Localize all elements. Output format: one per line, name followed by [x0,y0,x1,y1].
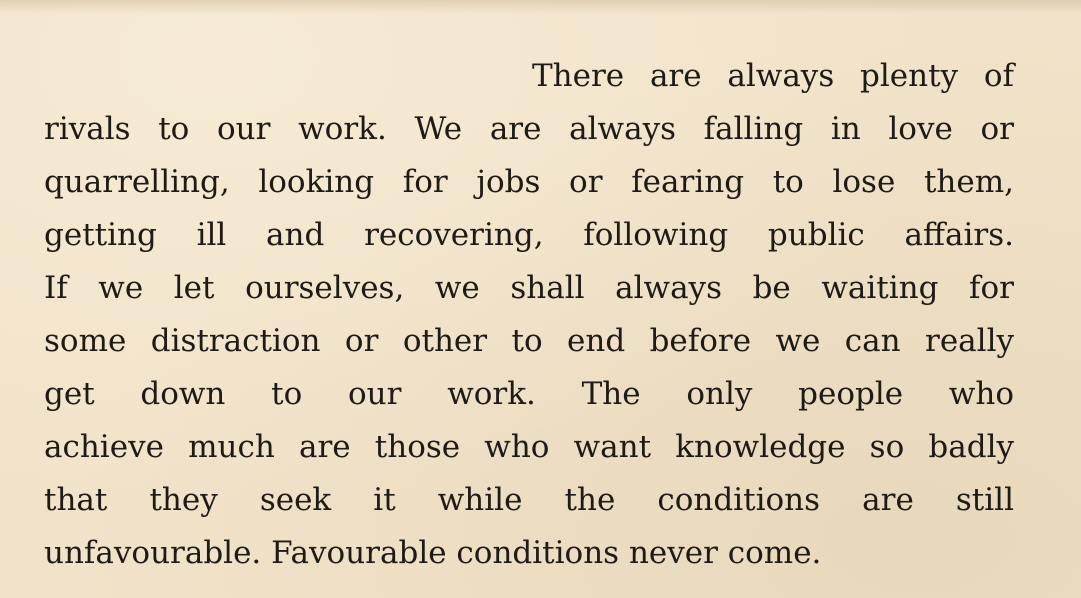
passage-line-4: getting ill and recovering, following public affairs. [44,217,1014,253]
passage-line-9: that they seek it while the conditions are still [44,482,1014,518]
text-passage [44,50,1014,580]
passage-line-7: get down to our work. The only people who [44,376,1014,412]
passage-line-8: achieve much are those who want knowledge so badly [44,429,1014,465]
passage-line-3: quarrelling, looking for jobs or fearing to lose them, [44,164,1014,200]
passage-line-6: some distraction or other to end before we can really [44,323,1014,359]
page-top-shadow [0,0,1081,14]
passage-line-5: If we let ourselves, we shall always be waiting for [44,270,1014,306]
passage-line-10: unfavourable. Favourable conditions never come. [44,535,822,571]
passage-line-1: There are always plenty of [532,58,1014,94]
passage-line-2: rivals to our work. We are always falling in love or [44,111,1014,147]
